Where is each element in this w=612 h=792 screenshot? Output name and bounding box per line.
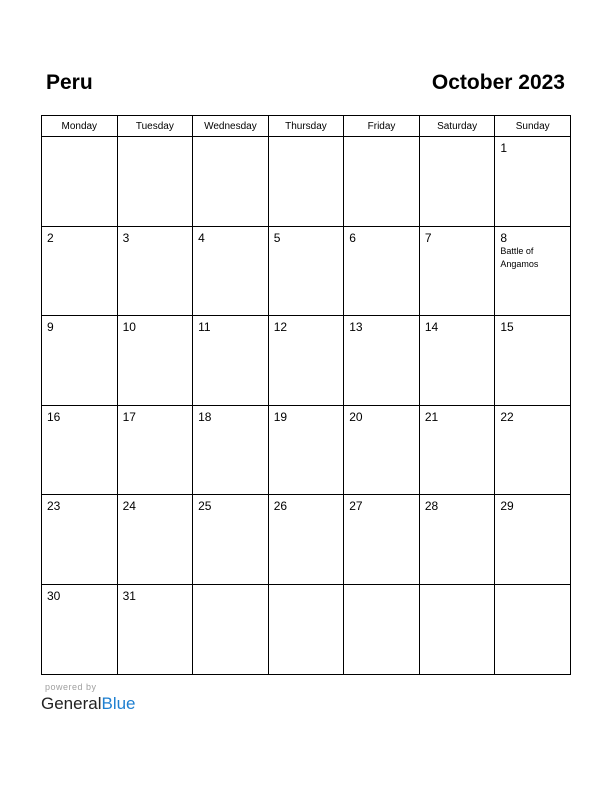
day-number <box>42 137 117 141</box>
day-cell <box>344 495 420 585</box>
footer-branding <box>41 682 136 714</box>
day-cell <box>495 137 571 227</box>
day-number: 16 <box>47 409 61 424</box>
day-cell <box>117 584 193 674</box>
day-number <box>193 585 268 589</box>
day-cell <box>419 584 495 674</box>
month-year-title: October 2023 <box>431 71 565 94</box>
day-number <box>269 137 344 141</box>
day-number <box>420 585 495 589</box>
weekday-header: Sunday <box>495 116 571 137</box>
day-number: 14 <box>424 320 439 335</box>
day-cell <box>495 584 571 674</box>
day-number: 5 <box>273 230 281 245</box>
week-row <box>42 405 571 495</box>
brand-blue-text: Blue <box>101 694 136 713</box>
week-row <box>42 226 571 316</box>
day-number: 18 <box>198 409 212 424</box>
day-number: 4 <box>198 230 205 245</box>
day-cell <box>117 495 193 585</box>
day-cell <box>268 226 344 316</box>
day-cell <box>268 137 344 227</box>
weekday-header: Friday <box>344 116 420 137</box>
day-number: 21 <box>424 409 439 424</box>
day-cell <box>193 137 269 227</box>
weekday-header: Thursday <box>268 116 344 137</box>
day-cell <box>193 405 269 495</box>
day-number: 29 <box>500 499 514 514</box>
day-number: 24 <box>122 499 136 514</box>
day-number <box>420 137 495 141</box>
country-title: Peru <box>46 71 93 94</box>
weekday-header: Tuesday <box>117 116 193 137</box>
weekday-header: Saturday <box>419 116 495 137</box>
day-cell <box>268 495 344 585</box>
day-number: 17 <box>122 409 136 424</box>
day-number: 30 <box>47 588 61 603</box>
day-number: 26 <box>273 499 288 514</box>
holiday-label: Battle of Angamos <box>500 245 539 269</box>
day-number: 9 <box>47 320 54 335</box>
day-number <box>495 585 570 589</box>
day-cell <box>117 405 193 495</box>
day-cell <box>344 405 420 495</box>
day-number: 28 <box>424 499 439 514</box>
day-cell <box>344 584 420 674</box>
day-number: 2 <box>47 230 54 245</box>
day-number: 31 <box>122 588 136 603</box>
day-number: 22 <box>500 409 514 424</box>
day-number: 10 <box>122 320 136 335</box>
powered-by-text: powered by <box>45 682 97 692</box>
day-number: 8 <box>500 230 508 245</box>
generalblue-logo[interactable] <box>41 694 136 714</box>
day-cell <box>42 226 118 316</box>
day-cell <box>193 226 269 316</box>
week-row <box>42 137 571 227</box>
day-cell <box>42 405 118 495</box>
day-cell <box>117 137 193 227</box>
day-cell <box>495 405 571 495</box>
day-cell <box>419 316 495 406</box>
day-cell <box>117 316 193 406</box>
day-cell <box>193 495 269 585</box>
day-cell <box>344 226 420 316</box>
day-cell <box>42 495 118 585</box>
day-number: 27 <box>349 499 363 514</box>
day-number: 1 <box>500 141 508 155</box>
day-number: 23 <box>47 499 61 514</box>
day-cell <box>419 405 495 495</box>
brand-general-text: General <box>41 694 102 713</box>
day-number: 11 <box>198 320 211 335</box>
day-cell <box>495 495 571 585</box>
day-number <box>344 585 419 589</box>
week-row <box>42 584 571 674</box>
day-cell <box>344 316 420 406</box>
day-cell <box>42 137 118 227</box>
day-cell <box>344 137 420 227</box>
day-number: 20 <box>349 409 363 424</box>
day-cell <box>42 316 118 406</box>
day-cell <box>268 584 344 674</box>
day-number: 25 <box>198 499 212 514</box>
day-number: 7 <box>424 230 432 245</box>
day-number: 15 <box>500 320 514 335</box>
day-cell <box>193 584 269 674</box>
day-cell <box>268 316 344 406</box>
day-number: 19 <box>273 409 288 424</box>
day-cell <box>193 316 269 406</box>
weekday-header: Wednesday <box>193 116 269 137</box>
day-number <box>344 137 419 141</box>
day-cell <box>419 495 495 585</box>
day-number: 13 <box>349 320 363 335</box>
weekday-header-row <box>42 116 571 137</box>
week-row <box>42 316 571 406</box>
week-row <box>42 495 571 585</box>
day-number: 6 <box>349 230 356 245</box>
day-cell <box>268 405 344 495</box>
day-number: 3 <box>122 230 130 245</box>
weekday-header: Monday <box>42 116 118 137</box>
day-cell <box>495 316 571 406</box>
day-number: 12 <box>273 320 288 335</box>
day-cell <box>419 137 495 227</box>
calendar-grid <box>41 115 571 675</box>
day-cell <box>495 226 571 316</box>
day-number <box>269 585 344 589</box>
day-cell <box>117 226 193 316</box>
day-cell <box>419 226 495 316</box>
day-cell <box>42 584 118 674</box>
day-number <box>118 137 193 141</box>
day-number <box>193 137 268 141</box>
